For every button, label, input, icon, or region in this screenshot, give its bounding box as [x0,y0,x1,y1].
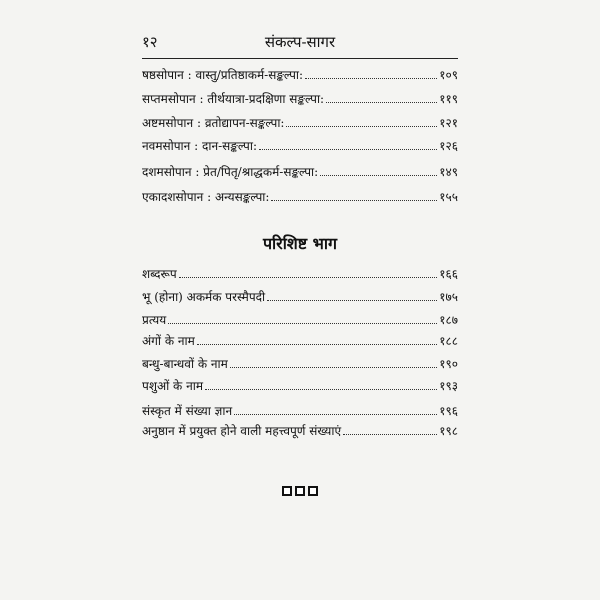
page-header [142,32,458,59]
toc-entry-page: १२१ [439,116,458,130]
dot-leader [205,379,437,390]
toc-entry [142,311,458,328]
dot-leader [267,290,437,301]
dot-leader [320,165,437,176]
toc-entry-label: नवमसोपान : दान-सङ्कल्पा: [142,139,258,153]
dot-leader [179,267,438,278]
toc-entry-page: १८७ [439,313,458,327]
toc-entry-label: अंगों के नाम [142,334,195,348]
dot-leader [168,313,437,324]
toc-entry [142,137,458,154]
toc-entry-page: १९६ [439,404,458,418]
toc-entry-page: ११९ [439,92,458,106]
toc-entry [142,402,458,419]
toc-entry-page: १९८ [439,424,458,438]
toc-entry-page: १७५ [439,290,458,304]
section-heading: परिशिष्ट भाग [262,234,338,253]
toc-entry [142,66,458,83]
toc-entry [142,332,458,349]
toc-entry-page: १८८ [439,334,458,348]
dot-leader [286,116,437,127]
dot-leader [326,92,437,103]
toc-entry-label: अष्टमसोपान : व्रतोद्यापन-सङ्कल्पा: [142,116,285,130]
toc-entry-page: १६६ [439,267,458,281]
toc-entry-label: शब्दरूप [142,267,177,281]
toc-entry [142,377,458,394]
toc-entry [142,163,458,180]
dot-leader [230,357,437,368]
toc-entry-page: १५५ [439,190,458,204]
square-ornament-icon [295,486,305,496]
dot-leader [234,404,437,415]
toc-entry-label: सप्तमसोपान : तीर्थयात्रा-प्रदक्षिणा सङ्कल्पा: [142,92,325,106]
toc-entry-page: १४९ [439,165,458,179]
toc-entry-label: दशमसोपान : प्रेत/पितृ/श्राद्धकर्म-सङ्कल्पा: [142,165,319,179]
toc-entry-label: प्रत्यय [142,313,167,327]
end-ornament [0,486,600,496]
toc-entry-label: एकादशसोपान : अन्यसङ्कल्पा: [142,190,270,204]
page-number: १२ [142,33,158,51]
toc-entry-label: षष्ठसोपान : वास्तु/प्रतिष्ठाकर्म-सङ्कल्पा: [142,68,304,82]
toc-entry [142,355,458,372]
square-ornament-icon [282,486,292,496]
toc-entry-label: बन्धु-बान्धवों के नाम [142,357,228,371]
square-ornament-icon [308,486,318,496]
dot-leader [259,139,437,150]
toc-entry-label: भू (होना) अकर्मक परस्मैपदी [142,290,266,304]
toc-entry-label: पशुओं के नाम [142,379,204,393]
dot-leader [197,334,437,345]
toc-entry-page: १०९ [439,68,458,82]
toc-entry [142,90,458,107]
dot-leader [343,424,437,435]
toc-entry [142,288,458,305]
toc-entry [142,114,458,131]
toc-entry [142,188,458,205]
toc-entry [142,265,458,282]
dot-leader [271,190,437,201]
toc-entry-label: संस्कृत में संख्या ज्ञान [142,404,233,418]
dot-leader [305,68,437,79]
toc-entry-page: १९० [439,357,458,371]
toc-entry [142,422,458,439]
toc-entry-label: अनुष्ठान में प्रयुक्त होने वाली महत्त्वपूर्ण संख्याएं [142,424,342,438]
toc-entry-page: १२६ [439,139,458,153]
book-title: संकल्प-सागर [264,33,336,51]
toc-entry-page: १९३ [439,379,458,393]
